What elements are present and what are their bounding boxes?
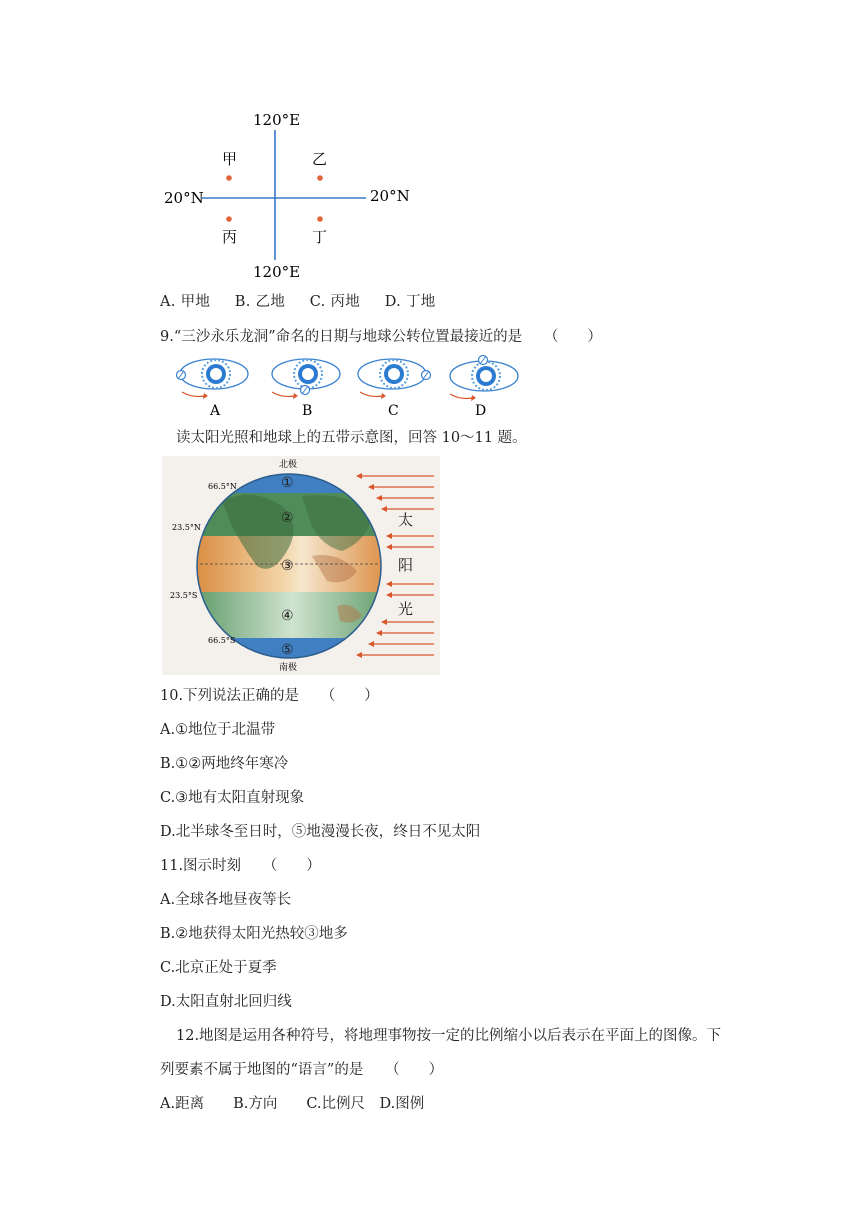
five-zones-figure bbox=[162, 456, 440, 675]
lat-235n-label: 23.5°N bbox=[172, 523, 201, 532]
sunlight-char-2: 阳 bbox=[398, 556, 414, 574]
orbit-label-c: C bbox=[388, 403, 399, 419]
q12-stem-line2: 列要素不属于地图的“语言”的是 （ ） bbox=[160, 1062, 444, 1078]
zone-2-label: ② bbox=[281, 510, 294, 526]
orbit-label-a: A bbox=[210, 403, 221, 419]
q12-options: A.距离 B.方向 C.比例尺 D.图例 bbox=[160, 1096, 425, 1112]
point-dot-ding bbox=[317, 216, 323, 222]
lat-665n-label: 66.5°N bbox=[208, 482, 237, 491]
q10-option-c: C.③地有太阳直射现象 bbox=[160, 790, 305, 806]
lon-label-bottom: 120°E bbox=[253, 263, 301, 281]
point-label-jia: 甲 bbox=[222, 150, 238, 168]
zone-1-label: ① bbox=[281, 475, 294, 491]
q12-stem-line1: 12.地图是运用各种符号，将地理事物按一定的比例缩小以后表示在平面上的图像。下 bbox=[176, 1028, 722, 1044]
point-dot-bing bbox=[226, 216, 232, 222]
q10-option-a: A.①地位于北温带 bbox=[160, 722, 276, 738]
q8-options: A. 甲地 B. 乙地 C. 丙地 D. 丁地 bbox=[160, 294, 436, 310]
q10-stem: 10.下列说法正确的是 （ ） bbox=[160, 688, 379, 704]
orbit-option-c bbox=[358, 359, 431, 419]
lon-label-top: 120°E bbox=[253, 111, 301, 129]
orbit-option-b bbox=[272, 359, 340, 419]
orbit-label-b: B bbox=[302, 403, 313, 419]
q11-option-b: B.②地获得太阳光热较③地多 bbox=[160, 926, 348, 942]
q10-option-b: B.①②两地终年寒冷 bbox=[160, 756, 289, 772]
lat-label-right: 20°N bbox=[370, 187, 410, 205]
orbit-option-d bbox=[450, 356, 518, 420]
zone-5-label: ⑤ bbox=[281, 642, 294, 658]
sunlight-char-1: 太 bbox=[398, 511, 414, 529]
point-label-ding: 丁 bbox=[312, 228, 328, 246]
south-pole-label: 南极 bbox=[279, 663, 298, 673]
lat-235s-label: 23.5°S bbox=[170, 591, 198, 600]
point-label-bing: 丙 bbox=[222, 228, 238, 246]
sunlight-char-3: 光 bbox=[398, 600, 414, 618]
q11-option-d: D.太阳直射北回归线 bbox=[160, 994, 292, 1010]
orbit-option-a bbox=[177, 359, 249, 419]
point-dot-jia bbox=[226, 175, 232, 181]
lat-665s-label: 66.5°S bbox=[208, 636, 236, 645]
q11-stem: 11.图示时刻 （ ） bbox=[160, 858, 321, 874]
orbit-options-figure bbox=[172, 352, 527, 420]
q10-option-d: D.北半球冬至日时，⑤地漫漫长夜，终日不见太阳 bbox=[160, 824, 481, 840]
q11-option-c: C.北京正处于夏季 bbox=[160, 960, 277, 976]
zone-3-label: ③ bbox=[281, 558, 294, 574]
zone-4-label: ④ bbox=[281, 608, 294, 624]
orbit-label-d: D bbox=[475, 403, 487, 419]
intro-10-11: 读太阳光照和地球上的五带示意图，回答 10～11 题。 bbox=[176, 430, 527, 446]
lat-label-left: 20°N bbox=[164, 189, 204, 207]
q9-stem: 9.“三沙永乐龙洞”命名的日期与地球公转位置最接近的是 （ ） bbox=[160, 329, 602, 345]
q11-option-a: A.全球各地昼夜等长 bbox=[160, 892, 292, 908]
point-label-yi: 乙 bbox=[312, 150, 328, 168]
latlon-cross-figure bbox=[150, 100, 420, 285]
north-pole-label: 北极 bbox=[279, 460, 298, 470]
point-dot-yi bbox=[317, 175, 323, 181]
